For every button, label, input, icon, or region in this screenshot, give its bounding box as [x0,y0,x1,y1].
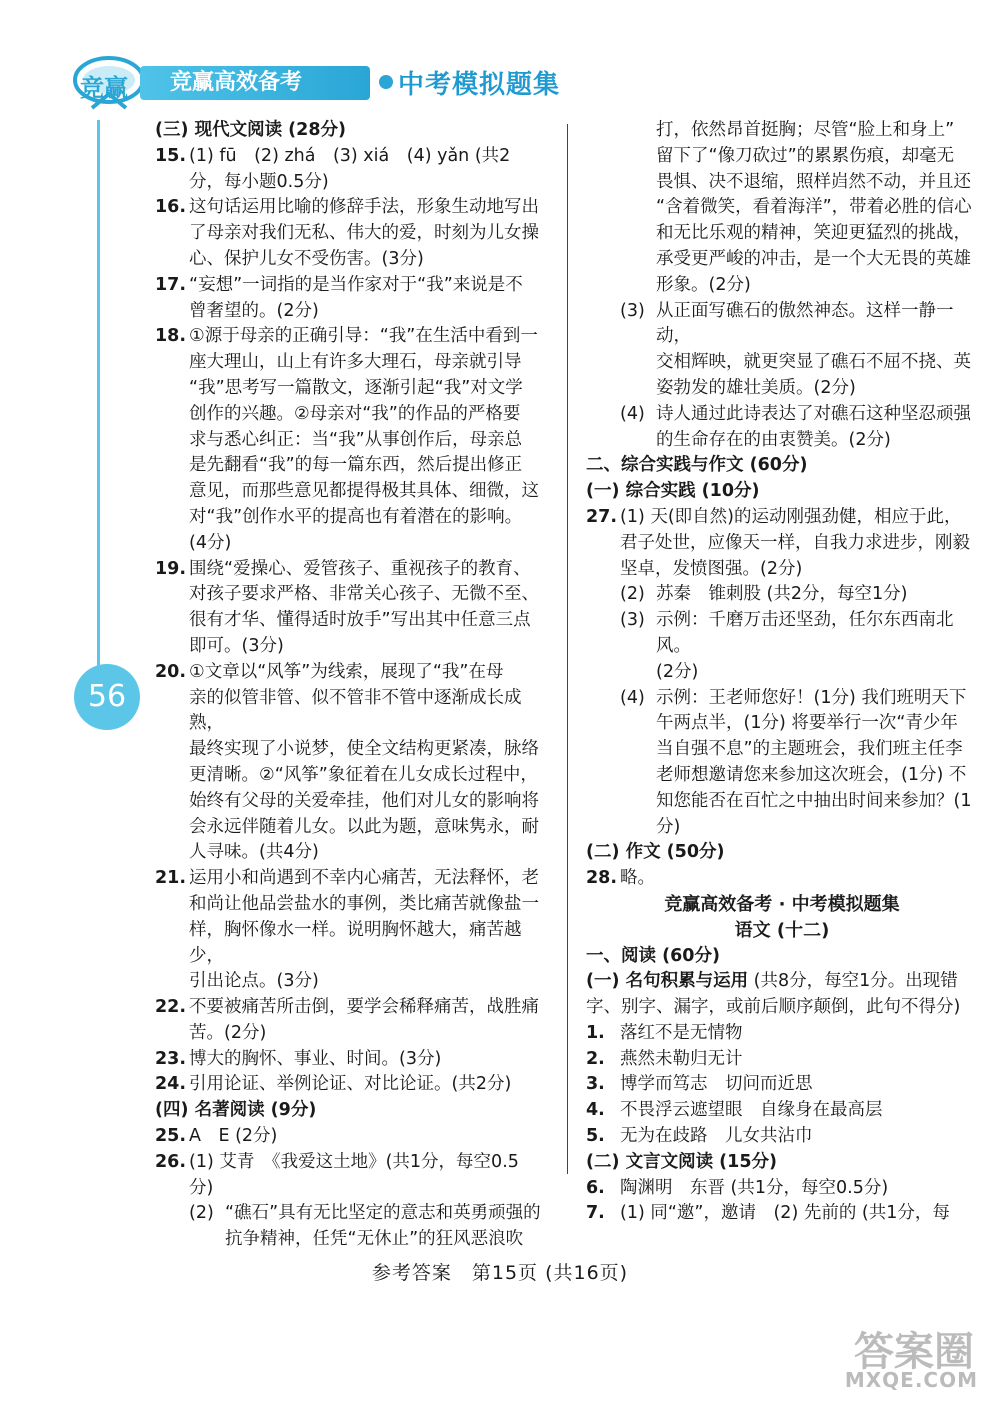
answer-line: (4分) [189,532,232,553]
subitem-label: (4) [620,403,645,424]
answer-line: 更清晰。②“风筝”象征着在儿女成长过程中， [189,764,538,785]
answer-subitem [586,582,978,608]
answer-item [586,505,978,582]
answer-item [155,1150,547,1202]
answer-line: 的生命存在的由衷赞美。(2分) [656,429,891,450]
answer-line: (1) 同“邀”，邀请 (2) 先前的 (共1分，每 [620,1203,950,1224]
section-heading: (四) 名著阅读 (9分) [155,1100,317,1121]
section-note: (共8分，每空1分。出现错 [748,971,958,992]
answer-number: 3. [586,1074,605,1095]
answer-line: 曾奢望的。(2分) [189,300,319,321]
answer-line: 人寻味。(共4分) [189,842,319,863]
answer-line: 分) [189,1177,214,1198]
answer-line: 求与悉心纠正：当“我”从事创作后，母亲总 [189,429,523,450]
answer-item [155,324,547,556]
answer-item [586,1098,978,1124]
answer-line: ①源于母亲的正确引导：“我”在生活中看到一 [189,326,538,347]
answer-line: 从正面写礁石的傲然神态。这样一静一动， [656,300,954,347]
answer-item [586,1201,978,1227]
answer-line: 留下了“像刀砍过”的累累伤痕，却毫无 [656,145,955,166]
answer-line: 亲的似管非管、似不管非不管中逐渐成长成熟， [189,687,522,734]
subitem-label: (2) [620,584,645,605]
answer-line: 会永远伴随着儿女。以此为题，意味隽永，耐 [189,816,539,837]
section-heading: (二) 文言文阅读 (15分) [586,1151,778,1172]
answer-number: 24. [155,1074,187,1095]
subitem-label: (4) [620,687,645,708]
answer-number: 28. [586,868,618,889]
answer-line: 分) [656,816,681,837]
answer-line: 很有才华、懂得适时放手”写出其中任意三点 [189,610,531,631]
answer-number: 25. [155,1126,187,1147]
answer-line: 打，依然昂首挺胸；尽管“脸上和身上” [656,120,955,140]
answer-line: 陶渊明 东晋 (共1分，每空0.5分) [620,1177,889,1198]
answer-line: 围绕“爱操心、爱管孩子、重视孩子的教育、 [189,558,531,579]
answer-line: 和无比乐观的精神，笑迎更猛烈的挑战， [656,223,971,244]
answer-line: ①文章以“风筝”为线索，展现了“我”在母 [189,661,504,682]
answer-line: 最终实现了小说梦，使全文结构更紧凑，脉络 [189,739,539,760]
answer-line: 引用论证、举例论证、对比论证。(共2分) [189,1074,512,1095]
answer-line: 畏惧、决不退缩，照样岿然不动，并且还 [656,171,971,192]
answer-line: 示例：王老师您好！(1分) 我们班明天下 [656,687,967,708]
answer-line: 当自强不息”的主题班会，我们班主任李 [656,739,963,760]
answer-line: “我”思考写一篇散文，逐渐引起“我”对文学 [189,377,523,398]
side-rule [97,120,100,680]
answer-line: 创作的兴趣。②母亲对“我”的作品的严格要 [189,403,521,424]
answer-line: 承受更严峻的冲击，是一个大无畏的英雄 [656,248,971,269]
answer-line: 了母亲对我们无私、伟大的爱，时刻为儿女操 [189,223,539,244]
answer-line: 即可。(3分) [189,635,284,656]
section-heading-with-note [586,969,978,995]
answer-line: (2分) [656,661,699,682]
column-divider [567,124,568,1174]
watermark [826,1320,984,1395]
paper-heading: 竞赢高效备考 · 中考模拟题集 [664,893,900,915]
answer-subitem [586,299,978,402]
answer-line: 形象。(2分) [656,274,751,295]
answer-line: 苏秦 锥刺股 (共2分，每空1分) [656,584,908,605]
answer-number: 17. [155,274,187,295]
answer-line: 样，胸怀像水一样。说明胸怀越大，痛苦越少， [189,919,522,966]
answer-number: 7. [586,1203,605,1224]
section-heading: (一) 综合实践 (10分) [586,481,760,502]
brand-logo [72,50,147,120]
answer-line: 知您能否在百忙之中抽出时间来参加？(1 [656,790,972,811]
watermark-text: 答案圈 [854,1329,974,1375]
answer-line: 午两点半，(1分) 将要举行一次“青少年 [656,713,958,734]
answer-line: 运用小和尚遇到不幸内心痛苦，无法释怀，老 [189,868,539,889]
answer-line: 这句话运用比喻的修辞手法，形象生动地写出 [189,197,539,218]
section-heading: 一、阅读 (60分) [586,945,720,966]
answer-item [586,1047,978,1073]
answer-subitem [586,608,978,685]
answer-item [586,1176,978,1202]
answer-line: 是先翻看“我”的每一篇东西，然后提出修正 [189,455,523,476]
answer-number: 2. [586,1048,605,1069]
watermark-url: MXQE.COM [844,1368,978,1392]
answer-line: 抗争精神，任凭“无休止”的狂风恶浪吹 [225,1229,524,1250]
header-dot [379,75,393,89]
answer-line: A E (2分) [189,1126,278,1147]
paper-heading: 语文 (十二) [734,919,830,941]
answer-number: 22. [155,997,187,1018]
answer-line: 不畏浮云遮望眼 自缘身在最高层 [620,1100,883,1121]
subitem-label: (3) [620,300,645,321]
answer-line: 座大理山，山上有许多大理石，母亲就引导 [189,352,522,373]
answer-subitem [586,402,978,454]
answer-item [155,995,547,1047]
page-title: 中考模拟题集 [398,70,561,100]
answer-item [155,144,547,196]
answer-item [155,273,547,325]
answer-line: 引出论点。(3分) [189,971,319,992]
answer-line: 君子处世，应像天一样，自我力求进步，刚毅 [620,532,970,553]
answer-item [155,557,547,660]
answer-number: 5. [586,1126,605,1147]
section-heading: (二) 作文 (50分) [586,842,725,863]
brand-logo-text: 竞赢 [80,74,128,102]
answer-item [155,1124,547,1150]
answer-number: 1. [586,1022,605,1043]
answer-number: 6. [586,1177,605,1198]
answer-line: (1) fū (2) zhá (3) xiá (4) yǎn (共2 [189,145,511,166]
answer-line: 落红不是无情物 [620,1022,743,1043]
answer-number: 27. [586,506,618,527]
answer-line: 略。 [620,868,655,889]
right-column [586,118,978,1227]
answer-item [586,866,978,892]
answer-item [155,1072,547,1098]
section-heading: (三) 现代文阅读 (28分) [155,120,347,140]
answer-number: 20. [155,661,187,682]
answer-item [155,660,547,866]
answer-line: 对孩子要求严格、非常关心孩子、无微不至、 [189,584,539,605]
answer-item [586,1072,978,1098]
answer-line: (1) 艾青 《我爱这土地》(共1分，每空0.5 [189,1151,519,1172]
answer-item [155,195,547,272]
answer-line: 分，每小题0.5分) [189,171,329,192]
page-number-badge: 56 [74,664,140,730]
answer-line: 不要被痛苦所击倒，要学会稀释痛苦，战胜痛 [189,997,539,1018]
answer-line: (1) 天(即自然)的运动刚强劲健，相应于此， [620,506,962,527]
answer-number: 19. [155,558,187,579]
answer-line: 无为在歧路 儿女共沾巾 [620,1126,813,1147]
answer-line: 燕然未勒归无计 [620,1048,743,1069]
answer-number: 4. [586,1100,605,1121]
answer-subitem [155,1201,547,1253]
answer-line: 坚卓，发愤图强。(2分) [620,558,803,579]
answer-line: 对“我”创作水平的提高也有着潜在的影响。 [189,506,523,527]
answer-line: “含着微笑，看着海洋”，带着必胜的信心 [656,197,972,218]
answer-line: 意见，而那些意见都提得极其具体、细微，这 [189,481,539,502]
answer-line: “礁石”具有无比坚定的意志和英勇顽强的 [225,1203,541,1224]
answer-number: 21. [155,868,187,889]
answer-item [155,866,547,995]
answer-number: 23. [155,1048,187,1069]
answer-line: 博大的胸怀、事业、时间。(3分) [189,1048,442,1069]
section-heading: (一) 名句积累与运用 [586,971,749,992]
answer-subitem [586,686,978,841]
subitem-label: (3) [620,610,645,631]
answer-item [155,1047,547,1073]
section-heading: 二、综合实践与作文 (60分) [586,455,808,476]
subitem-label: (2) [189,1203,214,1224]
answer-continuation [586,118,978,299]
answer-line: “妄想”一词指的是当作家对于“我”来说是不 [189,274,523,295]
answer-item [586,1124,978,1150]
answer-number: 26. [155,1151,187,1172]
page-footer: 参考答案 第15页 (共16页) [371,1262,629,1284]
answer-number: 15. [155,145,187,166]
answer-line: 交相辉映，就更突显了礁石不屈不挠、英 [656,352,971,373]
answer-line: 心、保护儿女不受伤害。(3分) [189,248,424,269]
answer-line: 示例：千磨万击还坚劲，任尔东西南北风。 [656,610,954,656]
left-column [155,118,547,1253]
answer-number: 16. [155,197,187,218]
answer-line: 老师想邀请您来参加这次班会，(1分) 不 [656,764,967,785]
answer-line: 苦。(2分) [189,1022,267,1043]
answer-line: 和尚让他品尝盐水的事例，类比痛苦就像盐一 [189,893,539,914]
answer-line: 诗人通过此诗表达了对礁石这种坚忍顽强 [656,403,971,424]
answer-line: 始终有父母的关爱牵挂，他们对儿女的影响将 [189,790,539,811]
answer-line: 姿勃发的雄壮美质。(2分) [656,377,856,398]
header-band: 竞赢高效备考 [140,66,370,100]
answer-item [586,1021,978,1047]
answer-number: 18. [155,326,187,347]
answer-line: 字、别字、漏字，或前后顺序颠倒，此句不得分) [586,997,961,1018]
answer-line: 博学而笃志 切问而近思 [620,1074,813,1095]
